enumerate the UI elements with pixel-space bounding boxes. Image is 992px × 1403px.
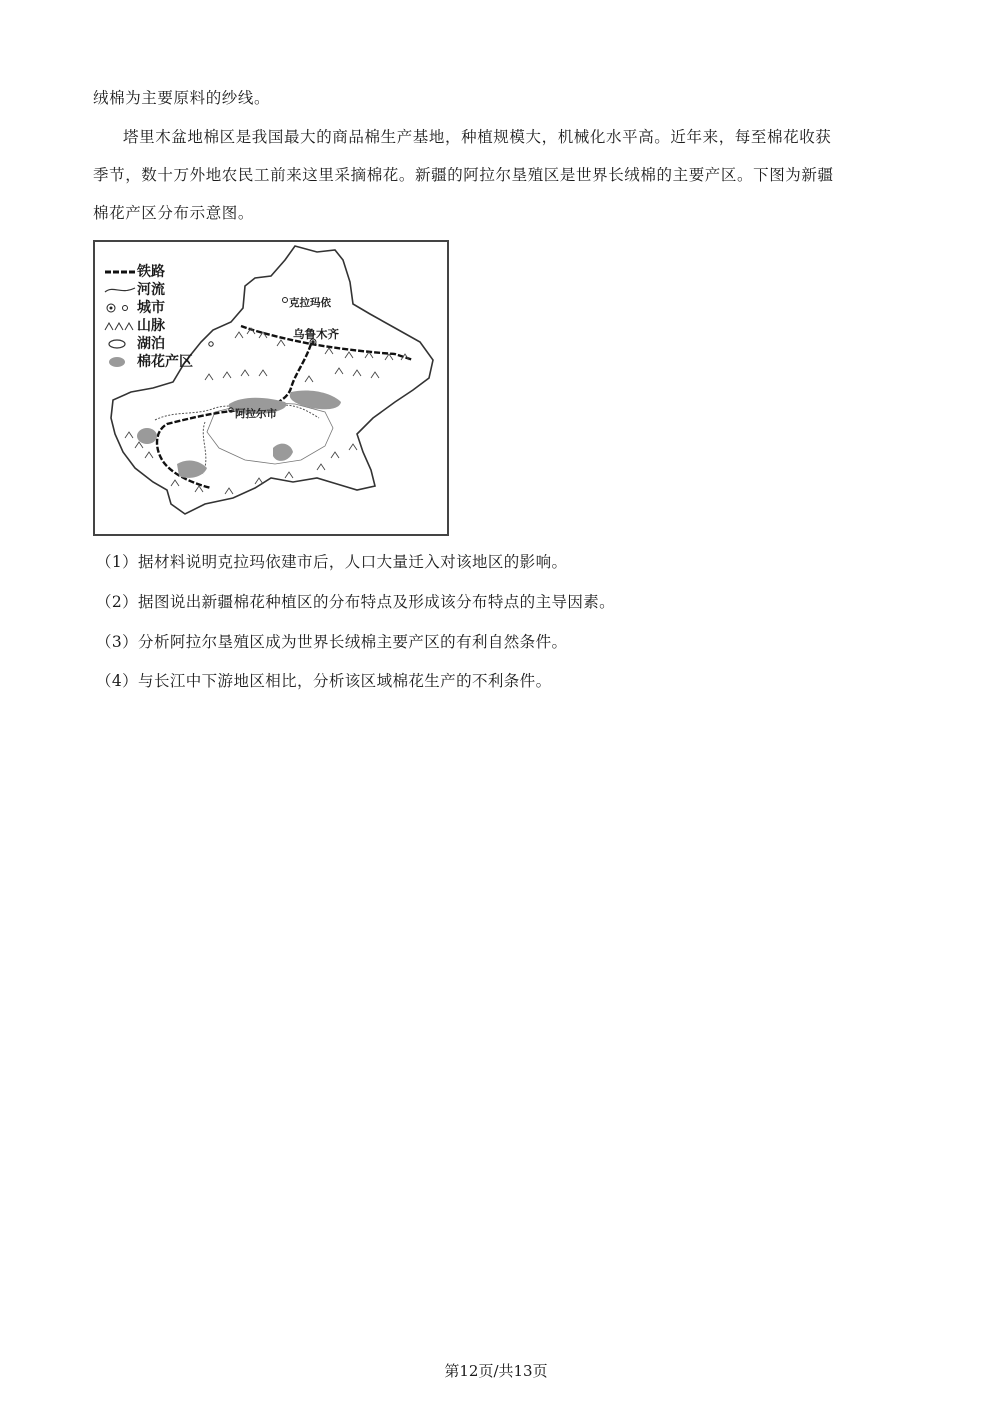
- page-footer: 第12页/共13页: [444, 1362, 548, 1380]
- mountain-icon: [103, 319, 137, 333]
- legend-label-railway: 铁路: [137, 264, 165, 280]
- legend-railway: [103, 264, 165, 280]
- river-icon: [103, 283, 137, 297]
- legend-label-river: 河流: [137, 282, 165, 298]
- legend-city: [103, 300, 165, 316]
- passage-line-3: 季节，数十万外地农民工前来这里采摘棉花。新疆的阿拉尔垦殖区是世界长绒棉的主要产区。下图为新疆: [93, 166, 834, 184]
- legend-label-lake: 湖泊: [137, 336, 165, 352]
- legend-label-cotton-area: 棉花产区: [137, 354, 193, 370]
- legend-river: [103, 282, 165, 298]
- question-2: （2）据图说出新疆棉花种植区的分布特点及形成该分布特点的主导因素。: [96, 593, 616, 611]
- legend-label-city: 城市: [137, 300, 165, 316]
- legend-lake: [103, 336, 165, 352]
- city-label-karamay: 克拉玛依: [289, 297, 331, 309]
- legend-label-mountain: 山脉: [137, 318, 165, 334]
- question-4: （4）与长江中下游地区相比，分析该区域棉花生产的不利条件。: [96, 672, 552, 690]
- cotton-area-icon: [103, 355, 137, 369]
- passage-line-4: 棉花产区分布示意图。: [93, 204, 255, 222]
- lake-icon: [103, 337, 137, 351]
- city-label-urumqi: 乌鲁木齐: [293, 327, 339, 341]
- railway-icon: [103, 265, 137, 279]
- question-3: （3）分析阿拉尔垦殖区成为世界长绒棉主要产区的有利自然条件。: [96, 633, 568, 651]
- passage-line-1: 绒棉为主要原料的纱线。: [93, 89, 271, 107]
- xinjiang-cotton-map: [93, 240, 449, 536]
- cotton-areas: [137, 390, 341, 477]
- legend-mountain: [103, 318, 165, 334]
- question-1: （1）据材料说明克拉玛依建市后，人口大量迁入对该地区的影响。: [96, 553, 568, 571]
- city-icon: [103, 301, 137, 315]
- passage-line-2: 塔里木盆地棉区是我国最大的商品棉生产基地，种植规模大，机械化水平高。近年来，每至棉花收获: [123, 128, 832, 146]
- legend-cotton-area: [103, 354, 193, 370]
- city-label-aral: 阿拉尔市: [235, 408, 277, 420]
